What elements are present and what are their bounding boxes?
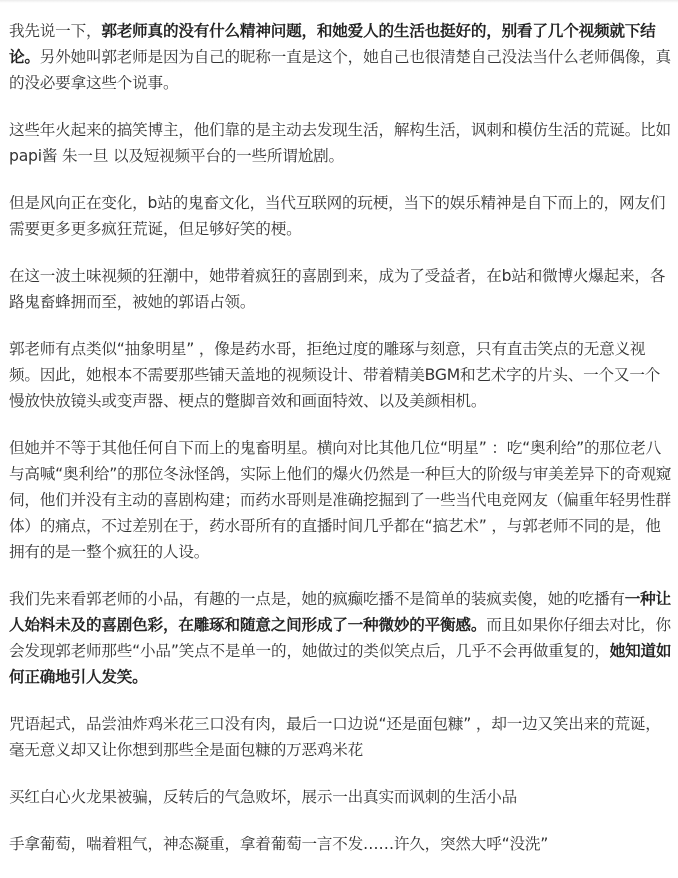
paragraph-intro bbox=[9, 18, 673, 96]
text-segment: 郭老师有点类似“抽象明星” ，像是药水哥，拒绝过度的雕琢与刻意，只有直击笑点的无意义视频。因此，她根本不需要那些铺天盖地的视频设计、带着精美BGM和艺术字的片头、一个又一个慢放快放镜头或变声器、梗点的蹩脚音效和画面特效、以及美颜相机。 bbox=[9, 340, 661, 410]
text-segment: 我们先来看郭老师的小品，有趣的一点是，她的疯癫吃播不是简单的装疯卖傻，她的吃播有 bbox=[9, 590, 625, 608]
paragraph-abstract-star bbox=[9, 336, 673, 414]
text-segment: 我先说一下， bbox=[9, 22, 102, 40]
paragraph-sketches bbox=[9, 586, 673, 690]
bold-segment: 她知道如何正确地引人发笑。 bbox=[9, 642, 672, 686]
paragraph-dragon-fruit bbox=[9, 784, 673, 810]
text-segment: 手拿葡萄，喘着粗气，神态凝重，拿着葡萄一言不发……许久，突然大呼“没洗” bbox=[9, 835, 549, 853]
paragraph-comparison bbox=[9, 435, 673, 565]
text-segment: 买红白心火龙果被骗，反转后的气急败坏，展示一出真实而讽刺的生活小品 bbox=[9, 788, 517, 806]
paragraph-chicken-popcorn bbox=[9, 711, 673, 763]
top-divider bbox=[0, 0, 678, 3]
paragraph-trend-change bbox=[9, 190, 673, 242]
bold-segment: 郭老师真的没有什么精神问题，和她爱人的生活也挺好的，别看了几个视频就下结论。 bbox=[9, 22, 656, 66]
text-segment: 这些年火起来的搞笑博主，他们靠的是主动去发现生活，解构生活，讽刺和模仿生活的荒诞。比如papi酱 朱一旦 以及短视频平台的一些所谓尬剧。 bbox=[9, 121, 671, 165]
text-segment: 咒语起式，品尝油炸鸡米花三口没有肉，最后一口边说“还是面包糠” ，却一边又笑出来的荒诞，毫无意义却又让你想到那些全是面包糠的万恶鸡米花 bbox=[9, 715, 661, 759]
paragraph-wave bbox=[9, 263, 673, 315]
paragraph-grapes bbox=[9, 831, 673, 857]
text-segment: 而且如果你仔细去对比，你会发现郭老师那些“小品”笑点不是单一的，她做过的类似笑点后，几乎不会再做重复的， bbox=[9, 616, 671, 660]
text-segment: 在这一波土味视频的狂潮中，她带着疯狂的喜剧到来，成为了受益者，在b站和微博火爆起来，各路鬼畜蜂拥而至，被她的郭语占领。 bbox=[9, 267, 666, 311]
text-segment: 但是风向正在变化，b站的鬼畜文化，当代互联网的玩梗，当下的娱乐精神是自下而上的，网友们需要更多更多疯狂荒诞，但足够好笑的梗。 bbox=[9, 194, 666, 238]
text-segment: 但她并不等于其他任何自下而上的鬼畜明星。横向对比其他几位“明星” ：吃“奥利给”的那位老八与高喊“奥利给”的那位冬泳怪鸽，实际上他们的爆火仍然是一种巨大的阶级与审美差异下的奇观窥伺，他们并没有主动的喜剧构建；而药水哥则是准确挖掘到了一些当代电竞网友（偏重年轻男性群体）的痛点，不过差别在于，药水哥所有的直播时间几乎都在“搞艺术” ，与郭老师不同的是，他拥有的是一整个疯狂的人设。 bbox=[9, 439, 672, 561]
bold-segment: 一种让人始料未及的喜剧色彩，在雕琢和随意之间形成了一种微妙的平衡感。 bbox=[9, 590, 671, 634]
article-body bbox=[9, 18, 673, 878]
text-segment: 另外她叫郭老师是因为自己的昵称一直是这个，她自己也很清楚自己没法当什么老师偶像，真的没必要拿这些个说事。 bbox=[9, 48, 671, 92]
paragraph-comedy-bloggers bbox=[9, 117, 673, 169]
